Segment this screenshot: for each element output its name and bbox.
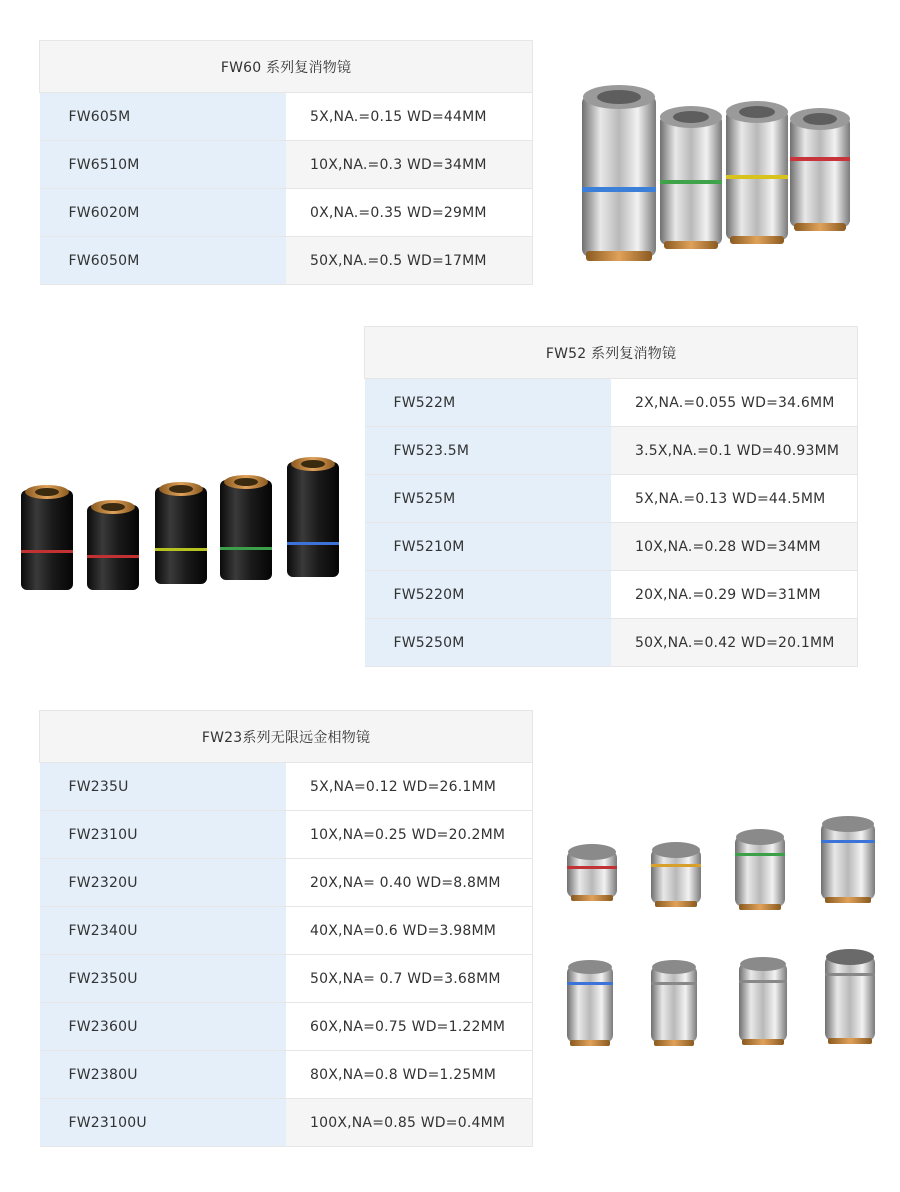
table-row (40, 189, 533, 237)
table-row (365, 523, 858, 571)
fw23-table-title: FW23系列无限远金相物镜 (40, 711, 533, 763)
model-cell: FW5220M (365, 571, 612, 619)
spec-cell: 3.5X,NA.=0.1 WD=40.93MM (611, 427, 858, 475)
spec-cell: 80X,NA=0.8 WD=1.25MM (286, 1051, 533, 1099)
fw23-spec-table (39, 710, 533, 1147)
table-row (40, 907, 533, 955)
objective-lens (821, 816, 875, 903)
table-row (40, 859, 533, 907)
model-cell: FW2350U (40, 955, 287, 1003)
spec-cell: 20X,NA= 0.40 WD=8.8MM (286, 859, 533, 907)
table-row (40, 1051, 533, 1099)
table-row (40, 955, 533, 1003)
table-row (40, 237, 533, 285)
table-row (365, 379, 858, 427)
model-cell: FW6050M (40, 237, 287, 285)
spec-cell: 40X,NA=0.6 WD=3.98MM (286, 907, 533, 955)
objective-lens (567, 960, 613, 1046)
spec-cell: 20X,NA.=0.29 WD=31MM (611, 571, 858, 619)
model-cell: FW522M (365, 379, 612, 427)
table-row (40, 763, 533, 811)
table-row (365, 571, 858, 619)
objective-lens (21, 485, 73, 590)
fw52-objectives-photo (15, 450, 345, 600)
spec-cell: 60X,NA=0.75 WD=1.22MM (286, 1003, 533, 1051)
spec-cell: 2X,NA.=0.055 WD=34.6MM (611, 379, 858, 427)
fw52-table-title: FW52 系列复消物镜 (365, 327, 858, 379)
model-cell: FW23100U (40, 1099, 287, 1147)
spec-cell: 10X,NA.=0.3 WD=34MM (286, 141, 533, 189)
fw23-objectives-photo (555, 810, 885, 1055)
objective-lens (582, 85, 656, 261)
objective-lens (825, 949, 875, 1044)
objective-lens (287, 457, 339, 577)
spec-cell: 50X,NA.=0.5 WD=17MM (286, 237, 533, 285)
objective-lens (790, 108, 850, 231)
table-row (40, 1099, 533, 1147)
fw52-spec-table (364, 326, 858, 667)
model-cell: FW2310U (40, 811, 287, 859)
objective-lens (735, 829, 785, 910)
spec-cell: 50X,NA= 0.7 WD=3.68MM (286, 955, 533, 1003)
model-cell: FW2320U (40, 859, 287, 907)
objective-lens (726, 101, 788, 244)
objective-lens (739, 957, 787, 1045)
objective-lens (651, 960, 697, 1046)
fw60-objectives-photo (570, 75, 860, 275)
model-cell: FW6020M (40, 189, 287, 237)
objective-lens (220, 475, 272, 580)
objective-lens (155, 482, 207, 584)
spec-cell: 100X,NA=0.85 WD=0.4MM (286, 1099, 533, 1147)
table-row (365, 475, 858, 523)
table-row (40, 811, 533, 859)
table-row (365, 427, 858, 475)
spec-cell: 50X,NA.=0.42 WD=20.1MM (611, 619, 858, 667)
spec-cell: 10X,NA=0.25 WD=20.2MM (286, 811, 533, 859)
objective-lens (567, 844, 617, 901)
spec-cell: 10X,NA.=0.28 WD=34MM (611, 523, 858, 571)
model-cell: FW605M (40, 93, 287, 141)
fw60-spec-table (39, 40, 533, 285)
model-cell: FW235U (40, 763, 287, 811)
fw60-table-title: FW60 系列复消物镜 (40, 41, 533, 93)
model-cell: FW6510M (40, 141, 287, 189)
spec-cell: 5X,NA=0.12 WD=26.1MM (286, 763, 533, 811)
model-cell: FW525M (365, 475, 612, 523)
objective-lens (87, 500, 139, 590)
table-row (40, 141, 533, 189)
model-cell: FW523.5M (365, 427, 612, 475)
table-row (40, 1003, 533, 1051)
table-row (365, 619, 858, 667)
objective-lens (651, 842, 701, 907)
model-cell: FW5250M (365, 619, 612, 667)
model-cell: FW2340U (40, 907, 287, 955)
spec-cell: 0X,NA.=0.35 WD=29MM (286, 189, 533, 237)
objective-lens (660, 106, 722, 249)
spec-cell: 5X,NA.=0.13 WD=44.5MM (611, 475, 858, 523)
spec-cell: 5X,NA.=0.15 WD=44MM (286, 93, 533, 141)
model-cell: FW5210M (365, 523, 612, 571)
model-cell: FW2360U (40, 1003, 287, 1051)
table-row (40, 93, 533, 141)
model-cell: FW2380U (40, 1051, 287, 1099)
